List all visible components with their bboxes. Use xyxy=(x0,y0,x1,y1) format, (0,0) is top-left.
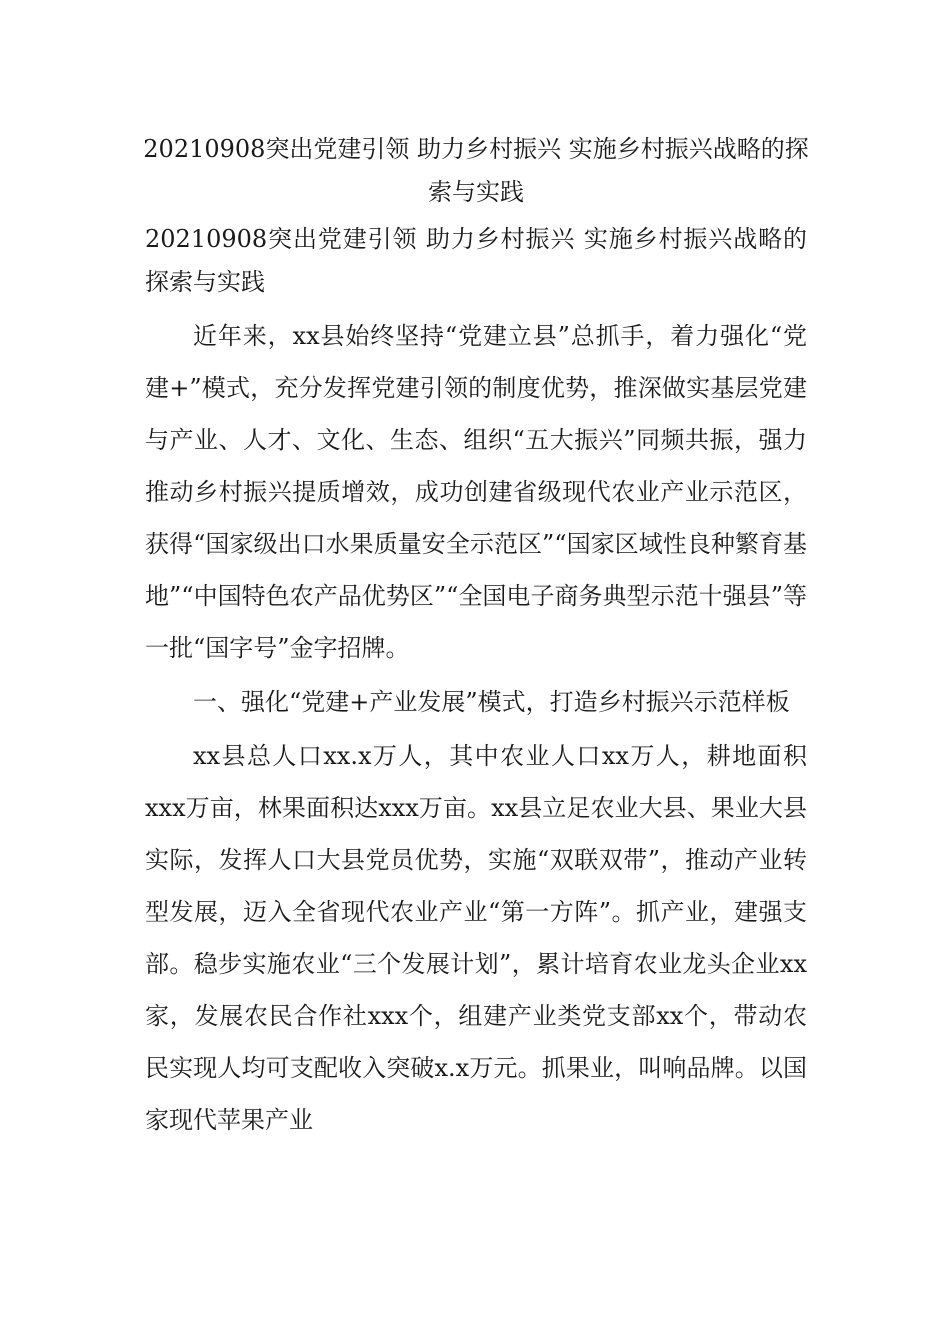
section-heading: 一、强化“党建+产业发展”模式，打造乡村振兴示范样板 xyxy=(193,688,790,716)
document-page xyxy=(145,128,807,1146)
document-title: 20210908突出党建引领 助力乡村振兴 实施乡村振兴战略的探索与实践 xyxy=(143,135,809,206)
intro-paragraph: 近年来，xx县始终坚持“党建立县”总抓手，着力强化“党建+”模式，充分发挥党建引领的制度优势，推深做实基层党建与产业、人才、文化、生态、组织“五大振兴”同频共振，强力推动乡村振兴提质增效，成功创建省级现代农业产业示范区，获得“国家级出口水果质量安全示范区”“国家区域性良种繁育基地”“中国特色农产品优势区”“全国电子商务典型示范十强县”等一批“国字号”金字招牌。 xyxy=(145,322,807,662)
document-subtitle: 20210908突出党建引领 助力乡村振兴 实施乡村振兴战略的探索与实践 xyxy=(145,225,807,296)
section-paragraph: xx县总人口xx.x万人，其中农业人口xx万人，耕地面积xxx万亩，林果面积达xxx万亩。xx县立足农业大县、果业大县实际，发挥人口大县党员优势，实施“双联双带”，推动产业转型发展，迈入全省现代农业产业“第一方阵”。抓产业，建强支部。稳步实施农业“三个发展计划”，累计培育农业龙头企业xx家，发展农民合作社xxx个，组建产业类党支部xx个，带动农民实现人均可支配收入突破x.x万元。抓果业，叫响品牌。以国家现代苹果产业 xyxy=(145,742,807,1134)
